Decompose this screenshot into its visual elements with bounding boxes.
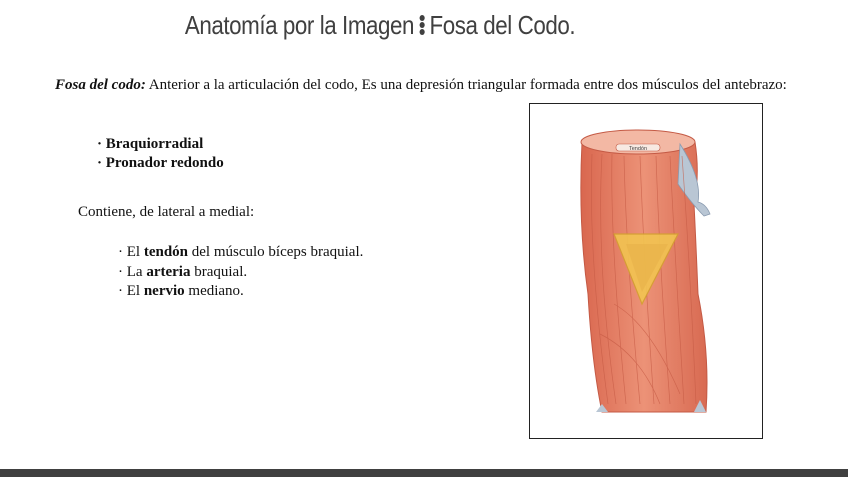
list-item (118, 243, 363, 263)
cubital-fossa-illustration (529, 103, 763, 439)
tendon-label: Tendón (628, 146, 648, 152)
contains-heading: Contiene, de lateral a medial: (78, 204, 255, 220)
list-item: · Braquiorradial (97, 136, 204, 152)
list-item (118, 282, 363, 302)
list-item (118, 263, 363, 283)
item-key: nervio (143, 283, 185, 299)
item-suffix: mediano. (184, 283, 244, 299)
forearm-anatomy-drawing (530, 104, 762, 438)
list-item: · Pronador redondo (97, 155, 224, 171)
contents-list (118, 243, 363, 302)
item-prefix: · El (118, 244, 144, 260)
intro-term: Fosa del codo: (55, 77, 146, 93)
item-prefix: · El (118, 283, 144, 299)
title-separator-icon (418, 12, 425, 38)
intro-paragraph (55, 76, 800, 95)
item-suffix: del músculo bíceps braquial. (188, 244, 364, 260)
item-key: arteria (146, 263, 191, 280)
intro-text: Anterior a la articulación del codo, Es una depresión triangular formada entre dos músculos del antebrazo: (145, 77, 787, 93)
footer-bar (0, 469, 848, 477)
title-topic: Fosa del Codo. (429, 10, 576, 40)
page-title (53, 10, 707, 41)
item-key: tendón (143, 244, 189, 260)
item-prefix: · La (118, 263, 147, 280)
item-suffix: braquial. (190, 263, 248, 280)
muscle-list (97, 135, 224, 173)
title-main: Anatomía por la Imagen (184, 10, 415, 40)
